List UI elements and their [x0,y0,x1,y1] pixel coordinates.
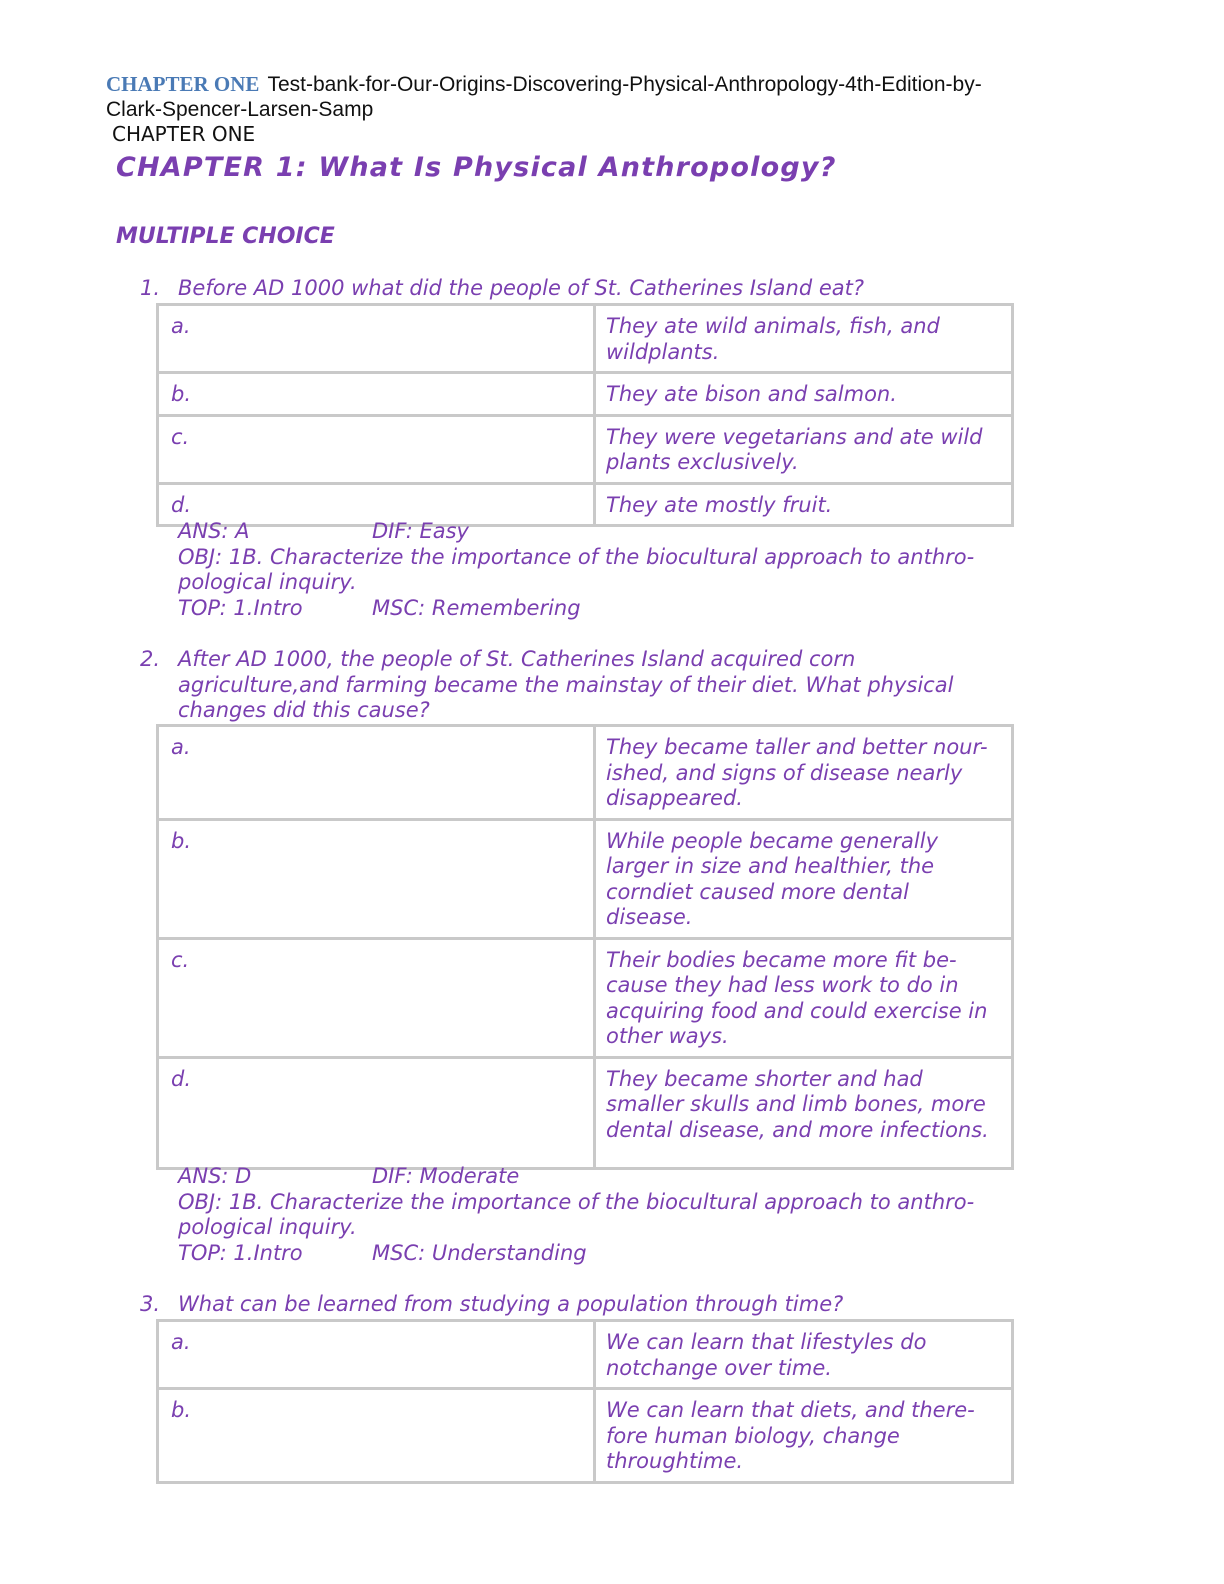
question-number: 1. [140,276,161,300]
option-text: They became shorter and had smaller skulls and limb bones, more dental disease, and more infections. [595,1057,1013,1168]
question-2 [140,647,1010,724]
answer-key: ANS: A [178,519,250,543]
chapter-tag: CHAPTER ONE [106,72,260,96]
option-text: We can learn that diets, and there-fore human biology, change throughtime. [595,1389,1013,1483]
option-row [158,1389,1013,1483]
objective: OBJ: 1B. Characterize the importance of the biocultural approach to anthro-pological inquiry. [178,544,975,594]
option-letter: b. [158,373,595,416]
answer-key: ANS: D [178,1164,252,1188]
option-row [158,726,1013,820]
options-table-2 [156,724,1014,1170]
msc: MSC: Understanding [372,1240,587,1265]
difficulty: DIF: Easy [372,519,469,543]
option-row [158,938,1013,1057]
source-line-1: Test-bank-for-Our-Origins-Discovering-Physical-Anthropology-4th-Edition-by- [267,73,982,96]
answer-meta-2 [178,1164,1028,1266]
option-letter: b. [158,819,595,938]
question-number: 2. [140,647,161,671]
msc: MSC: Remembering [372,595,581,620]
option-text: They ate mostly fruit. [595,483,1013,526]
option-letter: b. [158,1389,595,1483]
question-number: 3. [140,1292,161,1316]
option-row [158,1321,1013,1389]
option-text: While people became generally larger in size and healthier, the corndiet caused more dental disease. [595,819,1013,938]
difficulty: DIF: Moderate [372,1164,520,1188]
section-heading: MULTIPLE CHOICE [116,224,335,249]
option-text: We can learn that lifestyles do notchange over time. [595,1321,1013,1389]
option-row [158,1057,1013,1168]
option-letter: a. [158,1321,595,1389]
question-1 [140,276,1010,302]
option-letter: a. [158,726,595,820]
option-text: They were vegetarians and ate wild plants exclusively. [595,415,1013,483]
question-text: After AD 1000, the people of St. Catherines Island acquired corn agriculture,and farming became the mainstay of their diet. What physical changes did this cause? [178,647,954,722]
option-row [158,415,1013,483]
chapter-title: CHAPTER 1: What Is Physical Anthropology? [116,152,837,183]
option-letter: d. [158,483,595,526]
topic: TOP: 1.Intro [178,1240,303,1265]
option-letter: a. [158,305,595,373]
option-text: They became taller and better nour-ished, and signs of disease nearly disappeared. [595,726,1013,820]
source-line-2: Clark-Spencer-Larsen-Samp [106,98,374,121]
option-letter: d. [158,1057,595,1168]
question-text: Before AD 1000 what did the people of St. Catherines Island eat? [178,276,865,300]
options-table-1 [156,303,1014,527]
answer-meta-1 [178,519,1028,621]
option-text: They ate bison and salmon. [595,373,1013,416]
option-text: Their bodies became more fit be-cause they had less work to do in acquiring food and could exercise in other ways. [595,938,1013,1057]
chapter-label: CHAPTER ONE [112,122,256,146]
option-row [158,819,1013,938]
option-text: They ate wild animals, fish, and wildplants. [595,305,1013,373]
option-letter: c. [158,415,595,483]
objective: OBJ: 1B. Characterize the importance of the biocultural approach to anthro-pological inquiry. [178,1189,975,1239]
option-row [158,305,1013,373]
topic: TOP: 1.Intro [178,595,303,620]
option-row [158,373,1013,416]
document-header [106,72,1066,122]
question-3 [140,1292,1010,1318]
options-table-3 [156,1319,1014,1484]
option-letter: c. [158,938,595,1057]
question-text: What can be learned from studying a population through time? [178,1292,844,1316]
